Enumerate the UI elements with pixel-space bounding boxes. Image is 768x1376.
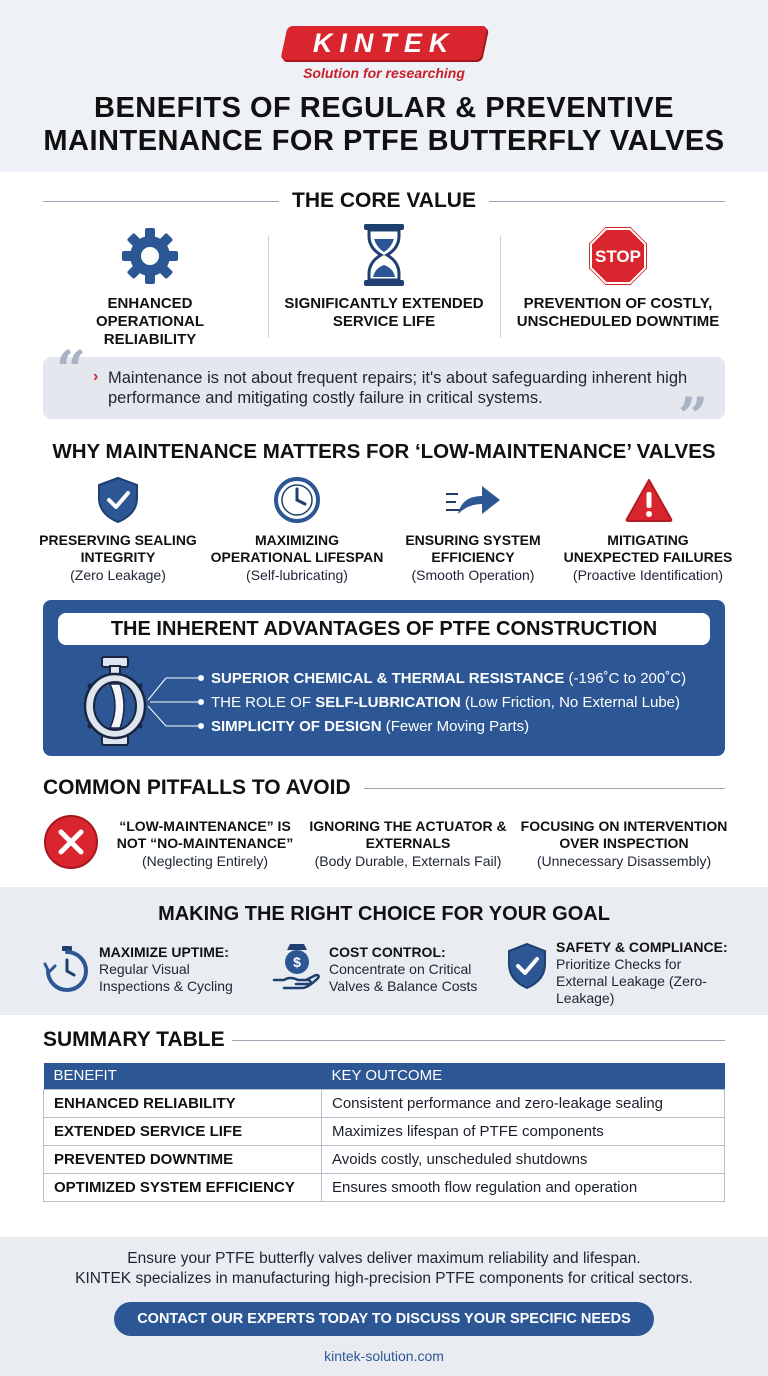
pitfall-label: FOCUSING ON INTERVENTION OVER INSPECTION xyxy=(520,818,728,851)
clock-icon xyxy=(273,476,321,524)
why-item-sub: (Proactive Identification) xyxy=(572,567,724,583)
pitfall-sub: (Neglecting Entirely) xyxy=(141,853,269,869)
goal-text: Prioritize Checks for External Leakage (Zero-Leakage) xyxy=(556,956,707,1006)
column-divider xyxy=(500,236,501,338)
table-cell-outcome: Consistent performance and zero-leakage sealing xyxy=(322,1089,725,1117)
table-cell-outcome: Maximizes lifespan of PTFE components xyxy=(322,1117,725,1145)
ptfe-row-suffix: (Low Friction, No External Lube) xyxy=(460,694,680,711)
butterfly-valve-icon xyxy=(82,656,148,746)
open-quote-icon: “ xyxy=(56,340,86,401)
divider-line xyxy=(232,1040,725,1041)
goal-title: COST CONTROL: xyxy=(329,944,446,960)
divider-line xyxy=(489,201,725,202)
callout-connector-lines xyxy=(146,670,206,736)
divider-line xyxy=(43,201,279,202)
goal-text: Concentrate on Critical Valves & Balance Costs xyxy=(329,961,478,994)
ptfe-heading: THE INHERENT ADVANTAGES OF PTFE CONSTRUCTION xyxy=(110,618,658,640)
safety-shield-icon xyxy=(506,942,548,990)
page-title: BENEFITS OF REGULAR & PREVENTIVE MAINTENANCE FOR PTFE BUTTERFLY VALVES xyxy=(43,92,725,157)
ptfe-row xyxy=(211,718,721,735)
core-value-heading: THE CORE VALUE xyxy=(292,189,476,212)
summary-heading: SUMMARY TABLE xyxy=(43,1028,225,1051)
why-item-label: ENSURING SYSTEM EFFICIENCY xyxy=(405,532,541,565)
divider-line xyxy=(364,788,725,789)
summary-table xyxy=(43,1063,725,1202)
stop-sign-icon xyxy=(586,224,650,288)
ptfe-row-suffix: (Fewer Moving Parts) xyxy=(381,718,530,735)
footer-line: Ensure your PTFE butterfly valves deliver maximum reliability and lifespan. xyxy=(127,1250,641,1267)
table-cell-benefit: EXTENDED SERVICE LIFE xyxy=(44,1117,322,1145)
table-header-cell: KEY OUTCOME xyxy=(322,1063,725,1089)
footer-line: KINTEK specializes in manufacturing high-precision PTFE components for critical sectors. xyxy=(75,1270,693,1287)
x-mark-icon xyxy=(43,814,99,870)
ptfe-row-bold: SUPERIOR CHEMICAL & THERMAL RESISTANCE xyxy=(211,670,565,687)
goal-text: Regular Visual Inspections & Cycling xyxy=(99,961,233,994)
ptfe-row-suffix: (-196˚C to 200˚C) xyxy=(564,670,687,687)
why-heading: WHY MAINTENANCE MATTERS FOR ‘LOW-MAINTENANCE’ VALVES xyxy=(52,440,716,463)
column-divider xyxy=(268,236,269,338)
table-cell-benefit: OPTIMIZED SYSTEM EFFICIENCY xyxy=(44,1173,322,1201)
tagline: Solution for researching xyxy=(303,65,465,81)
goal-title: SAFETY & COMPLIANCE: xyxy=(556,939,728,955)
footer-text xyxy=(20,1249,748,1289)
why-item-label: MITIGATING UNEXPECTED FAILURES xyxy=(563,532,733,565)
pitfall-label: “LOW-MAINTENANCE” IS NOT “NO-MAINTENANCE” xyxy=(116,818,294,851)
contact-experts-button[interactable]: CONTACT OUR EXPERTS TODAY TO DISCUSS YOUR SPECIFIC NEEDS xyxy=(114,1302,654,1336)
ptfe-row-bold: SIMPLICITY OF DESIGN xyxy=(211,718,382,735)
table-header-row xyxy=(44,1063,725,1089)
stop-sign-text: STOP xyxy=(595,247,641,266)
table-cell-outcome: Ensures smooth flow regulation and operation xyxy=(322,1173,725,1201)
table-row xyxy=(44,1117,725,1145)
why-item-label: MAXIMIZING OPERATIONAL LIFESPAN xyxy=(210,532,384,565)
pitfall-sub: (Unnecessary Disassembly) xyxy=(536,853,712,869)
chevron-right-icon: › xyxy=(93,368,99,385)
svg-text:$: $ xyxy=(293,954,301,970)
table-header-cell: BENEFIT xyxy=(44,1063,322,1089)
goal-title: MAXIMIZE UPTIME: xyxy=(99,944,229,960)
uptime-clock-icon xyxy=(43,944,91,992)
pitfall-sub: (Body Durable, Externals Fail) xyxy=(314,853,502,869)
table-row xyxy=(44,1145,725,1173)
ptfe-row xyxy=(211,694,721,711)
table-cell-benefit: ENHANCED RELIABILITY xyxy=(44,1089,322,1117)
ptfe-row-prefix: THE ROLE OF xyxy=(211,694,316,711)
hourglass-icon xyxy=(360,222,408,288)
pitfalls-heading: COMMON PITFALLS TO AVOID xyxy=(43,776,351,799)
pitfall-label: IGNORING THE ACTUATOR & EXTERNALS xyxy=(309,818,507,851)
table-row xyxy=(44,1173,725,1201)
core-item-label: ENHANCED OPERATIONAL RELIABILITY xyxy=(95,295,205,348)
logo-text: KINTEK xyxy=(312,27,456,58)
flow-arrow-icon xyxy=(444,480,502,520)
core-item-label: SIGNIFICANTLY EXTENDED SERVICE LIFE xyxy=(284,295,484,330)
why-item-sub: (Self-lubricating) xyxy=(246,567,348,583)
goal-heading: MAKING THE RIGHT CHOICE FOR YOUR GOAL xyxy=(158,903,610,925)
quote-text: Maintenance is not about frequent repairs; it's about safeguarding inherent high performance and mitigating costly failure in critical systems. xyxy=(108,369,688,407)
why-item-sub: (Zero Leakage) xyxy=(70,567,166,583)
money-hand-icon xyxy=(272,940,322,992)
shield-check-icon xyxy=(96,476,140,524)
why-item-label: PRESERVING SEALING INTEGRITY xyxy=(39,532,197,565)
close-quote-icon: ” xyxy=(678,387,708,448)
ptfe-row xyxy=(211,670,721,687)
table-row xyxy=(44,1089,725,1117)
core-item-label: PREVENTION OF COSTLY, UNSCHEDULED DOWNTIME xyxy=(516,295,720,330)
table-cell-benefit: PREVENTED DOWNTIME xyxy=(44,1145,322,1173)
table-cell-outcome: Avoids costly, unscheduled shutdowns xyxy=(322,1145,725,1173)
ptfe-row-bold: SELF-LUBRICATION xyxy=(315,694,461,711)
website-link[interactable]: kintek-solution.com xyxy=(324,1348,444,1364)
gear-icon xyxy=(118,224,182,288)
why-item-sub: (Smooth Operation) xyxy=(411,567,535,583)
warning-icon xyxy=(624,477,674,523)
kintek-logo[interactable] xyxy=(280,26,487,60)
